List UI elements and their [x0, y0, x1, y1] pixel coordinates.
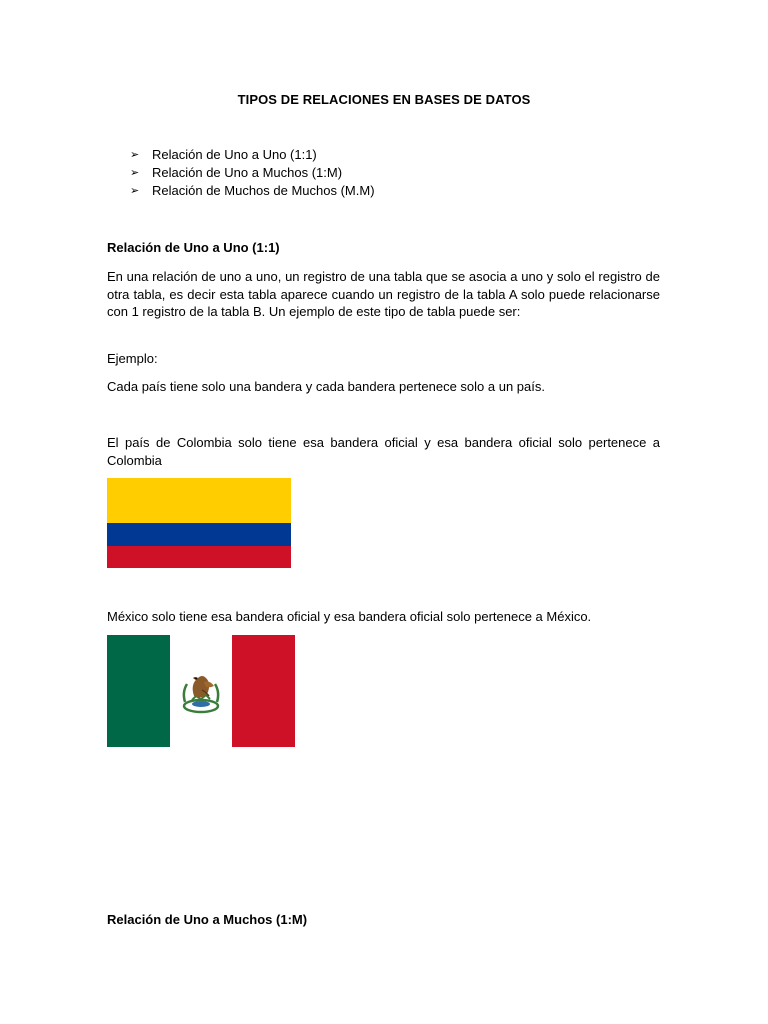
example-label: Ejemplo: [107, 351, 158, 366]
mexico-green-band [107, 635, 170, 747]
colombia-red-stripe [107, 546, 291, 569]
arrow-bullet-icon: ➢ [130, 185, 140, 197]
list-item [130, 164, 375, 182]
mexico-red-band [232, 635, 295, 747]
list-item [130, 182, 375, 200]
relation-types-list [130, 146, 375, 200]
mexico-text: México solo tiene esa bandera oficial y esa bandera oficial solo pertenece a México. [107, 609, 592, 624]
list-item-label: Relación de Muchos de Muchos (M.M) [152, 183, 375, 198]
colombia-flag-icon [107, 478, 291, 568]
mexico-white-band [170, 635, 233, 747]
example-text: Cada país tiene solo una bandera y cada bandera pertenece solo a un país. [107, 379, 545, 394]
arrow-bullet-icon: ➢ [130, 167, 140, 179]
colombia-text: El país de Colombia solo tiene esa bandera oficial y esa bandera oficial solo pertenece a Colombia [107, 435, 660, 468]
list-item [130, 146, 375, 164]
definition-paragraph: En una relación de uno a uno, un registro de una tabla que se asocia a uno y solo el registro de otra tabla, es decir esta tabla aparece cuando un registro de la tabla A solo puede relacionarse con 1 registro de la tabla B. Un ejemplo de este tipo de tabla puede ser: [107, 269, 660, 319]
section-heading-one-to-many: Relación de Uno a Muchos (1:M) [107, 912, 308, 927]
mexico-flag-icon [107, 635, 295, 747]
page-title: TIPOS DE RELACIONES EN BASES DE DATOS [237, 92, 531, 107]
colombia-blue-stripe [107, 523, 291, 546]
arrow-bullet-icon: ➢ [130, 149, 140, 161]
section-heading-one-to-one: Relación de Uno a Uno (1:1) [107, 240, 280, 255]
list-item-label: Relación de Uno a Muchos (1:M) [152, 165, 343, 180]
colombia-yellow-stripe [107, 478, 291, 523]
list-item-label: Relación de Uno a Uno (1:1) [152, 147, 317, 162]
eagle-emblem-icon [176, 666, 226, 716]
